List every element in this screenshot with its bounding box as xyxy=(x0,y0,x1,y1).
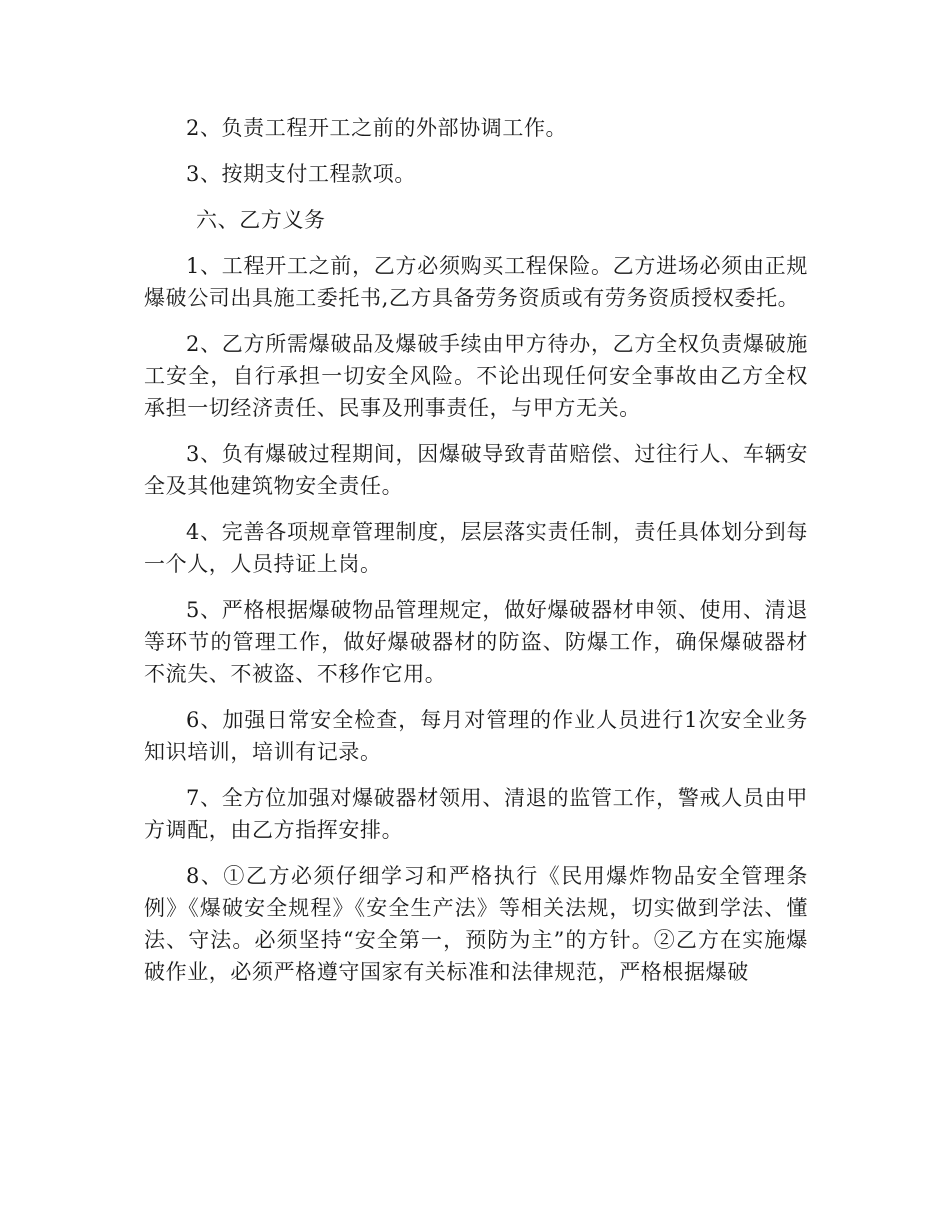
paragraph-b-4: 4、完善各项规章管理制度，层层落实责任制，责任具体划分到每一个人，人员持证上岗。 xyxy=(144,520,808,576)
paragraph-b-6: 6、加强日常安全检查，每月对管理的作业人员进行1次安全业务知识培训，培训有记录。 xyxy=(144,708,808,764)
paragraph-b-8: 8、①乙方必须仔细学习和严格执行《民用爆炸物品安全管理条例》《爆破安全规程》《安全生产法》等相关法规，切实做到学法、懂法、守法。必须坚持“安全第一，预防为主”的方针。②乙方在实施爆破作业，必须严格遵守国家有关标准和法律规范，严格根据爆破 xyxy=(144,864,808,984)
paragraph-b-1: 1、工程开工之前，乙方必须购买工程保险。乙方进场必须由正规爆破公司出具施工委托书,乙方具备劳务资质或有劳务资质授权委托。 xyxy=(144,254,808,310)
paragraph-b-7: 7、全方位加强对爆破器材领用、清退的监管工作，警戒人员由甲方调配，由乙方指挥安排。 xyxy=(144,786,808,842)
paragraph-owner-3: 3、按期支付工程款项。 xyxy=(186,162,416,186)
document-page xyxy=(144,112,808,1002)
section-heading-6: 六、乙方义务 xyxy=(196,208,326,232)
paragraph-owner-2: 2、负责工程开工之前的外部协调工作。 xyxy=(186,116,568,140)
paragraph-b-5: 5、严格根据爆破物品管理规定，做好爆破器材申领、使用、清退等环节的管理工作，做好爆破器材的防盗、防爆工作，确保爆破器材不流失、不被盗、不移作它用。 xyxy=(144,598,808,686)
paragraph-b-2: 2、乙方所需爆破品及爆破手续由甲方待办，乙方全权负责爆破施工安全，自行承担一切安全风险。不论出现任何安全事故由乙方全权承担一切经济责任、民事及刑事责任，与甲方无关。 xyxy=(144,332,808,420)
paragraph-b-3: 3、负有爆破过程期间，因爆破导致青苗赔偿、过往行人、车辆安全及其他建筑物安全责任。 xyxy=(144,442,808,498)
